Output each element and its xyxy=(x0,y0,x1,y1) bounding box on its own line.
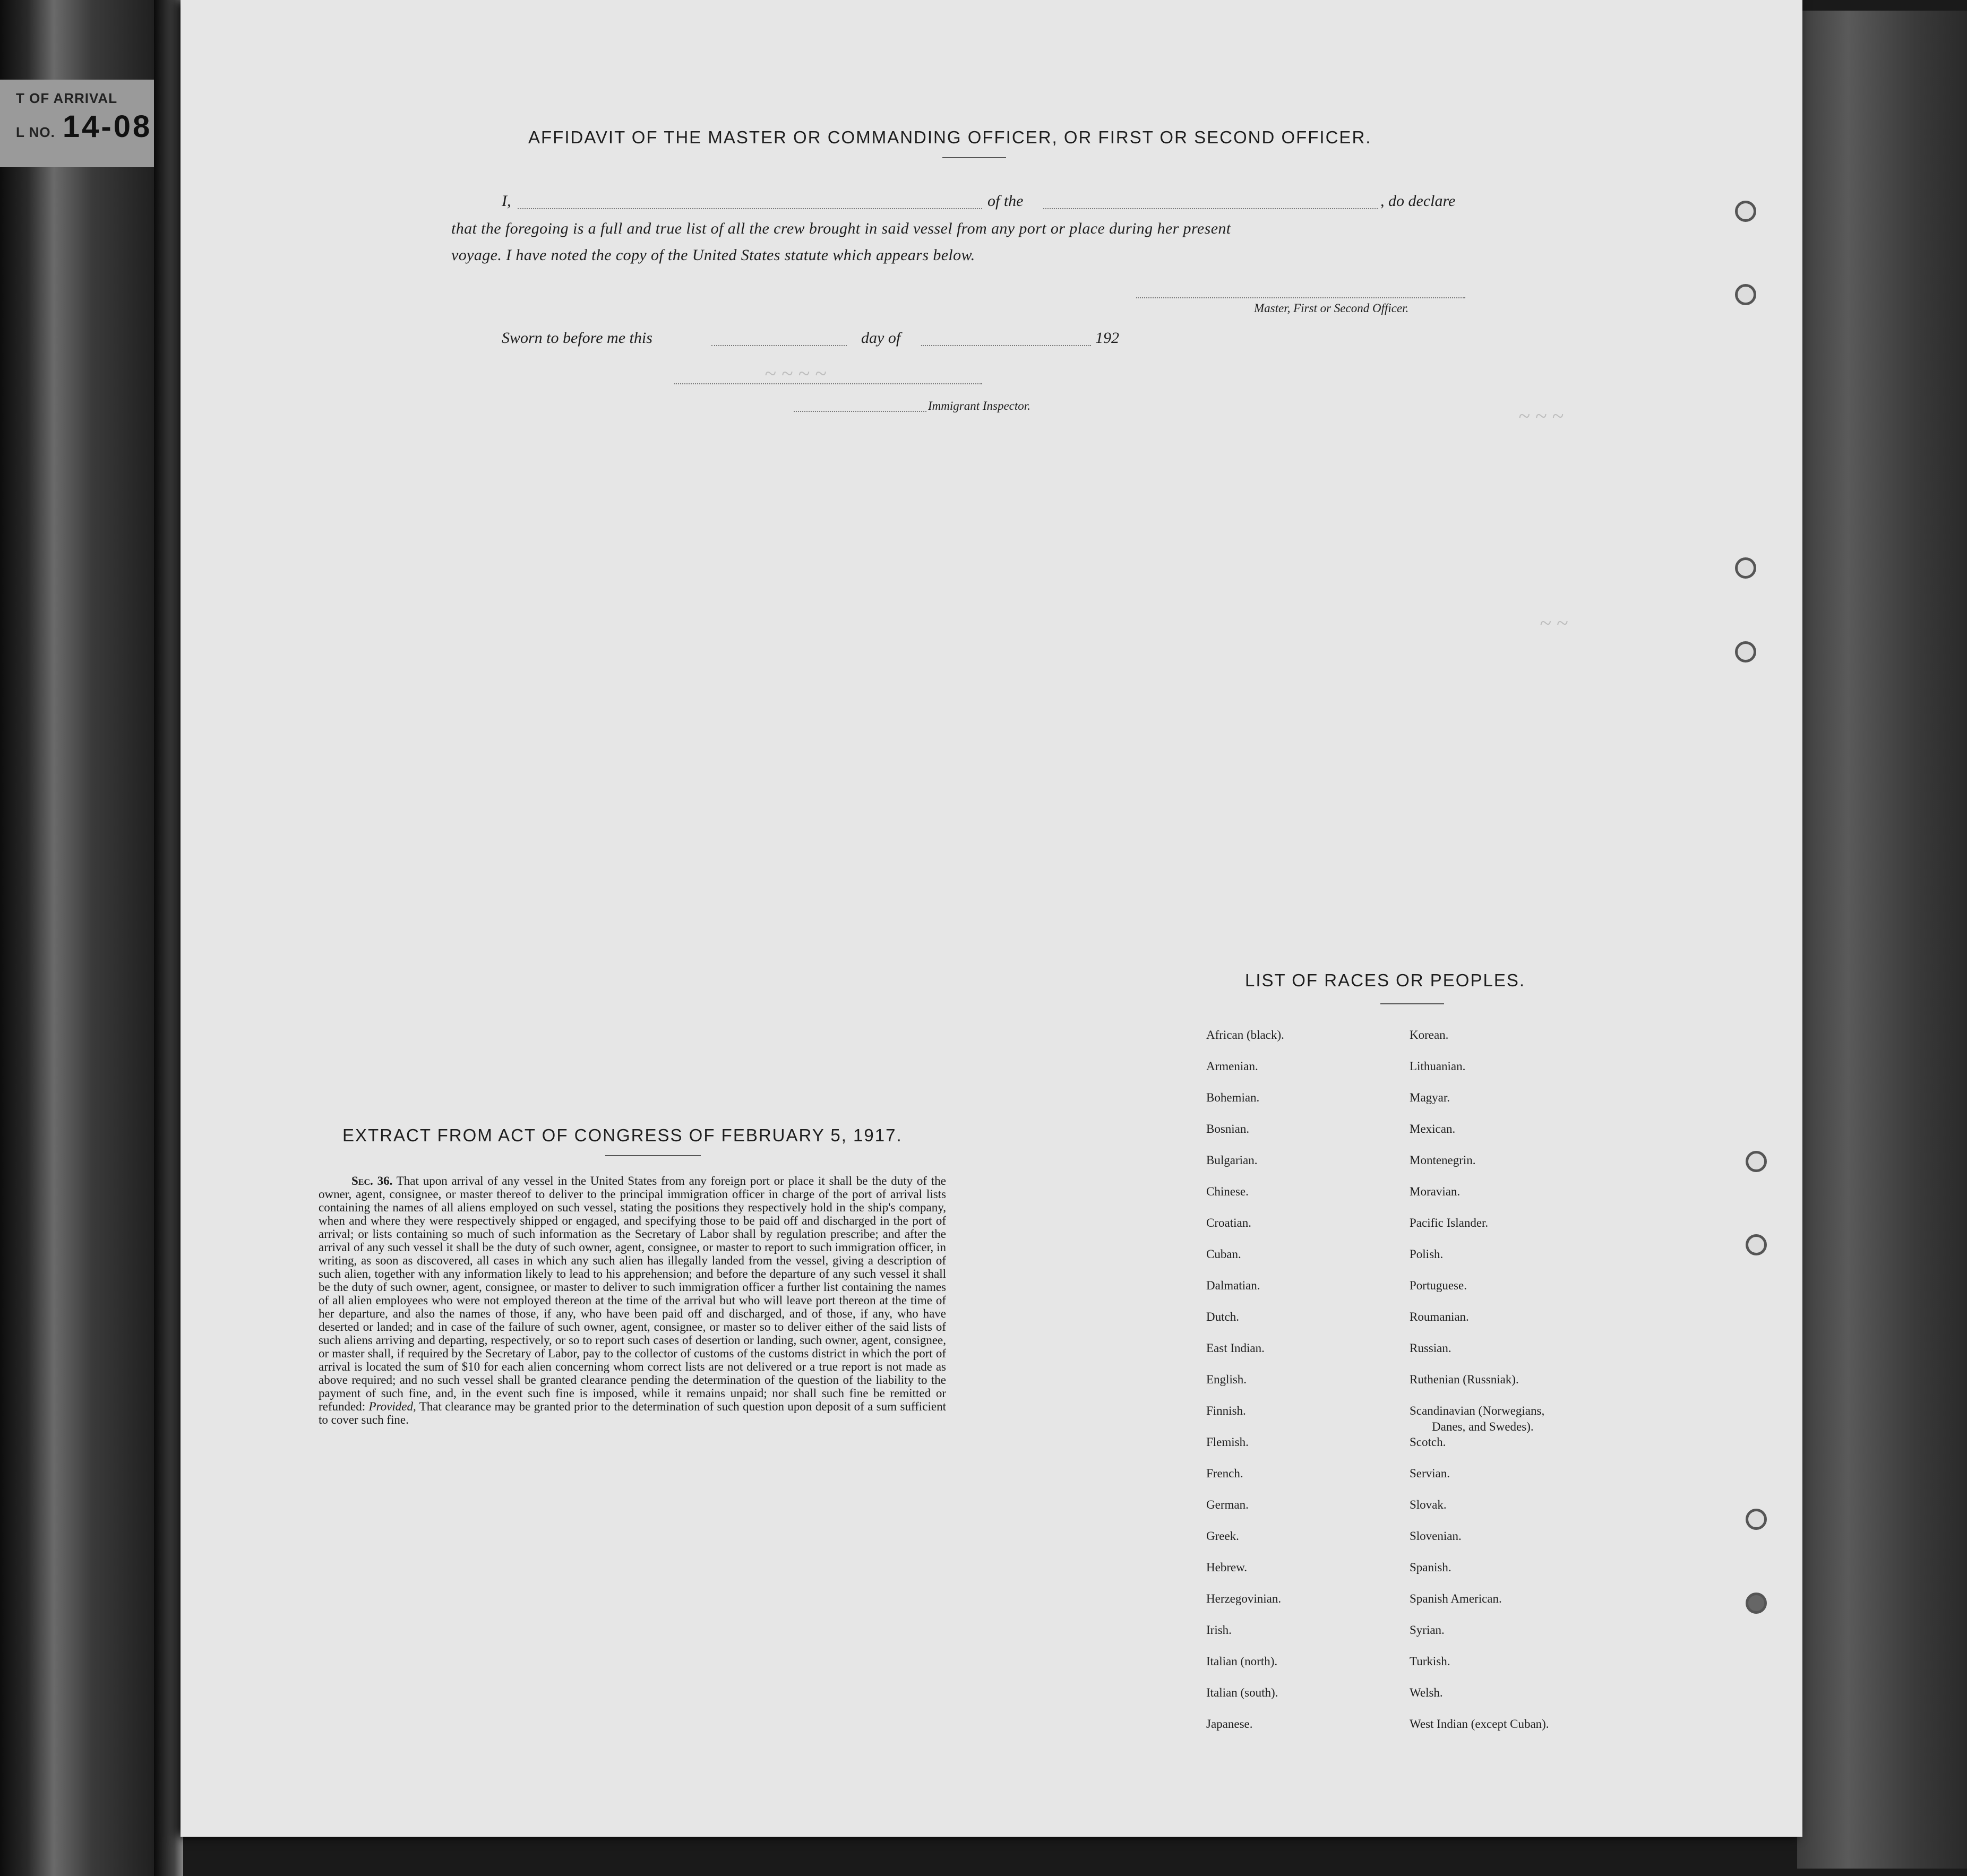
inspector-caption: Immigrant Inspector. xyxy=(928,399,1030,412)
race-item: Japanese. xyxy=(1206,1717,1253,1731)
race-item: Croatian. xyxy=(1206,1216,1251,1229)
race-item: Hebrew. xyxy=(1206,1561,1248,1574)
races-title-rule xyxy=(1380,1003,1444,1004)
race-item: Servian. xyxy=(1410,1467,1450,1480)
affidavit-title-rule xyxy=(942,157,1006,158)
officer-signature-caption: Master, First or Second Officer. xyxy=(1254,302,1409,315)
race-item: Pacific Islander. xyxy=(1410,1216,1489,1229)
year-label: 192 xyxy=(1095,329,1119,347)
race-item: Spanish. xyxy=(1410,1561,1451,1574)
race-item: African (black). xyxy=(1206,1028,1284,1042)
race-item: Herzegovinian. xyxy=(1206,1592,1282,1605)
affidavit-do-declare-label: , do declare xyxy=(1380,192,1456,210)
inspector-name-field[interactable] xyxy=(794,411,926,412)
sworn-day-field[interactable] xyxy=(711,345,847,346)
race-item: Mexican. xyxy=(1410,1122,1456,1135)
sworn-label: Sworn to before me this xyxy=(502,329,652,347)
race-item: Flemish. xyxy=(1206,1435,1249,1449)
races-title: LIST OF RACES OR PEOPLES. xyxy=(1245,970,1526,990)
race-item: Syrian. xyxy=(1410,1623,1445,1637)
arrival-card-line2 xyxy=(16,109,152,144)
arrival-card-line1: T OF ARRIVAL xyxy=(16,90,118,106)
extract-title-rule xyxy=(605,1155,701,1156)
act-text-part2: That clearance may be granted prior to the determination of such question upon deposit of a sum sufficient to cover such fine. xyxy=(319,1400,946,1426)
race-item xyxy=(1410,1403,1549,1434)
race-item: French. xyxy=(1206,1467,1243,1480)
officer-signature-field[interactable] xyxy=(1136,297,1465,298)
race-item: Bulgarian. xyxy=(1206,1154,1258,1167)
race-item: Turkish. xyxy=(1410,1655,1450,1668)
race-item: Greek. xyxy=(1206,1529,1239,1543)
binder-hole xyxy=(1735,641,1756,662)
affidavit-body-line-2: voyage. I have noted the copy of the United States statute which appears below. xyxy=(451,246,975,264)
race-item: Irish. xyxy=(1206,1623,1232,1637)
right-background-strip xyxy=(1797,11,1967,1869)
race-item: Portuguese. xyxy=(1410,1279,1467,1292)
affidavit-of-the-label: of the xyxy=(987,192,1024,210)
race-item: Italian (north). xyxy=(1206,1655,1278,1668)
sworn-month-field[interactable] xyxy=(921,345,1091,346)
inspector-signature-field[interactable] xyxy=(674,383,982,384)
race-item: West Indian (except Cuban). xyxy=(1410,1717,1549,1731)
races-right-column xyxy=(1410,1027,1549,1748)
section-label: Sec. 36. xyxy=(351,1174,393,1187)
race-item: Bohemian. xyxy=(1206,1091,1260,1104)
officer-name-field[interactable] xyxy=(518,208,982,209)
race-item: Magyar. xyxy=(1410,1091,1450,1104)
race-item: Armenian. xyxy=(1206,1060,1258,1073)
race-item: Ruthenian (Russniak). xyxy=(1410,1373,1519,1386)
arrival-record-card xyxy=(0,80,157,167)
race-item: Spanish American. xyxy=(1410,1592,1502,1605)
race-item: Slovenian. xyxy=(1410,1529,1462,1543)
act-text-part1: That upon arrival of any vessel in the United States from any foreign port or place it shall be the duty of the owner, agent, consignee, or master thereof to deliver to the principal immigration officer in charge of the port of arrival lists containing the names of all aliens employed on such vessel, stating the positions they respectively hold in the ship's company, when and where they were respectively shipped or engaged, and specifying those to be paid off and discharged in the port of arrival; or lists containing so much of such information as the Secretary of Labor shall by regulation prescribe; and after the arrival of any such vessel it shall be the duty of such owner, agent, consignee, or master to report to such immigration officer, in writing, as soon as discovered, all cases in which any such alien has illegally landed from the vessel, giving a description of such alien, together with any information likely to lead to his apprehension; and before the departure of any such vessel it shall be the duty of such owner, agent, consignee, or master to deliver to such immigration officer a further list containing the names of all alien employees who were not employed thereon at the time of the arrival but who will leave port thereon at the time of her departure, and also the names of those, if any, who have been paid off and discharged, and of those, if any, who have deserted or landed; and in case of the failure of such owner, agent, consignee, or master so to deliver either of the said lists of such aliens arriving and departing, respectively, or so to report such cases of desertion or landing, such owner, agent, consignee, or master shall, if required by the Secretary of Labor, pay to the collector of customs of the customs district in which the port of arrival is located the sum of $10 for each alien concerning whom correct lists are not delivered or a true report is not made as above required; and no such vessel shall be granted clearance pending the determination of the question of the liability to the payment of such fine, and, in the event such fine is imposed, while it remains unpaid; nor shall such fine be remitted or refunded: xyxy=(319,1174,946,1413)
vessel-name-field[interactable] xyxy=(1043,208,1378,209)
race-item: Lithuanian. xyxy=(1410,1060,1466,1073)
race-item-line: Scandinavian (Norwegians, xyxy=(1410,1404,1545,1417)
race-item: Scotch. xyxy=(1410,1435,1446,1449)
arrival-card-prefix: L NO. xyxy=(16,124,55,140)
race-item: Dalmatian. xyxy=(1206,1279,1260,1292)
binder-hole xyxy=(1735,284,1756,305)
binder-hole xyxy=(1735,201,1756,222)
race-item-line: Danes, and Swedes). xyxy=(1432,1420,1534,1433)
manifest-page xyxy=(181,0,1802,1837)
bleed-through-mark: ~ ~ ~ xyxy=(1518,404,1564,428)
race-item: Finnish. xyxy=(1206,1404,1246,1417)
race-item: Roumanian. xyxy=(1410,1310,1469,1323)
binder-hole xyxy=(1735,557,1756,579)
race-item: German. xyxy=(1206,1498,1249,1511)
binder-hole xyxy=(1746,1593,1767,1614)
left-background-strip xyxy=(0,0,154,1876)
race-item: Welsh. xyxy=(1410,1686,1443,1699)
race-item: English. xyxy=(1206,1373,1247,1386)
race-item: Cuban. xyxy=(1206,1247,1241,1261)
race-item: Slovak. xyxy=(1410,1498,1447,1511)
races-left-column xyxy=(1206,1027,1284,1748)
bleed-through-mark: ~ ~ xyxy=(1540,611,1568,635)
race-item: East Indian. xyxy=(1206,1341,1265,1355)
race-item: Russian. xyxy=(1410,1341,1451,1355)
race-item: Dutch. xyxy=(1206,1310,1239,1323)
race-item: Italian (south). xyxy=(1206,1686,1278,1699)
race-item: Bosnian. xyxy=(1206,1122,1250,1135)
binder-hole xyxy=(1746,1151,1767,1172)
race-item: Korean. xyxy=(1410,1028,1449,1042)
binder-hole xyxy=(1746,1234,1767,1255)
affidavit-title: AFFIDAVIT OF THE MASTER OR COMMANDING OFFICER, OR FIRST OR SECOND OFFICER. xyxy=(528,127,1372,147)
affidavit-body-line-1: that the foregoing is a full and true list of all the crew brought in said vessel from any port or place during her present xyxy=(451,220,1231,237)
arrival-card-number: 14-08 xyxy=(62,109,152,144)
bleed-through-mark: ~ ~ ~ ~ xyxy=(765,362,827,385)
provided-label: Provided, xyxy=(368,1400,416,1413)
day-of-label: day of xyxy=(861,329,901,347)
race-item: Polish. xyxy=(1410,1247,1444,1261)
race-item: Montenegrin. xyxy=(1410,1154,1476,1167)
page-edge-shadow xyxy=(154,0,183,1876)
affidavit-i-label: I, xyxy=(502,192,511,210)
race-item: Chinese. xyxy=(1206,1185,1249,1198)
race-item: Moravian. xyxy=(1410,1185,1461,1198)
extract-title: EXTRACT FROM ACT OF CONGRESS OF FEBRUARY 5, 1917. xyxy=(342,1125,903,1145)
act-of-congress-text xyxy=(319,1174,946,1426)
binder-hole xyxy=(1746,1509,1767,1530)
